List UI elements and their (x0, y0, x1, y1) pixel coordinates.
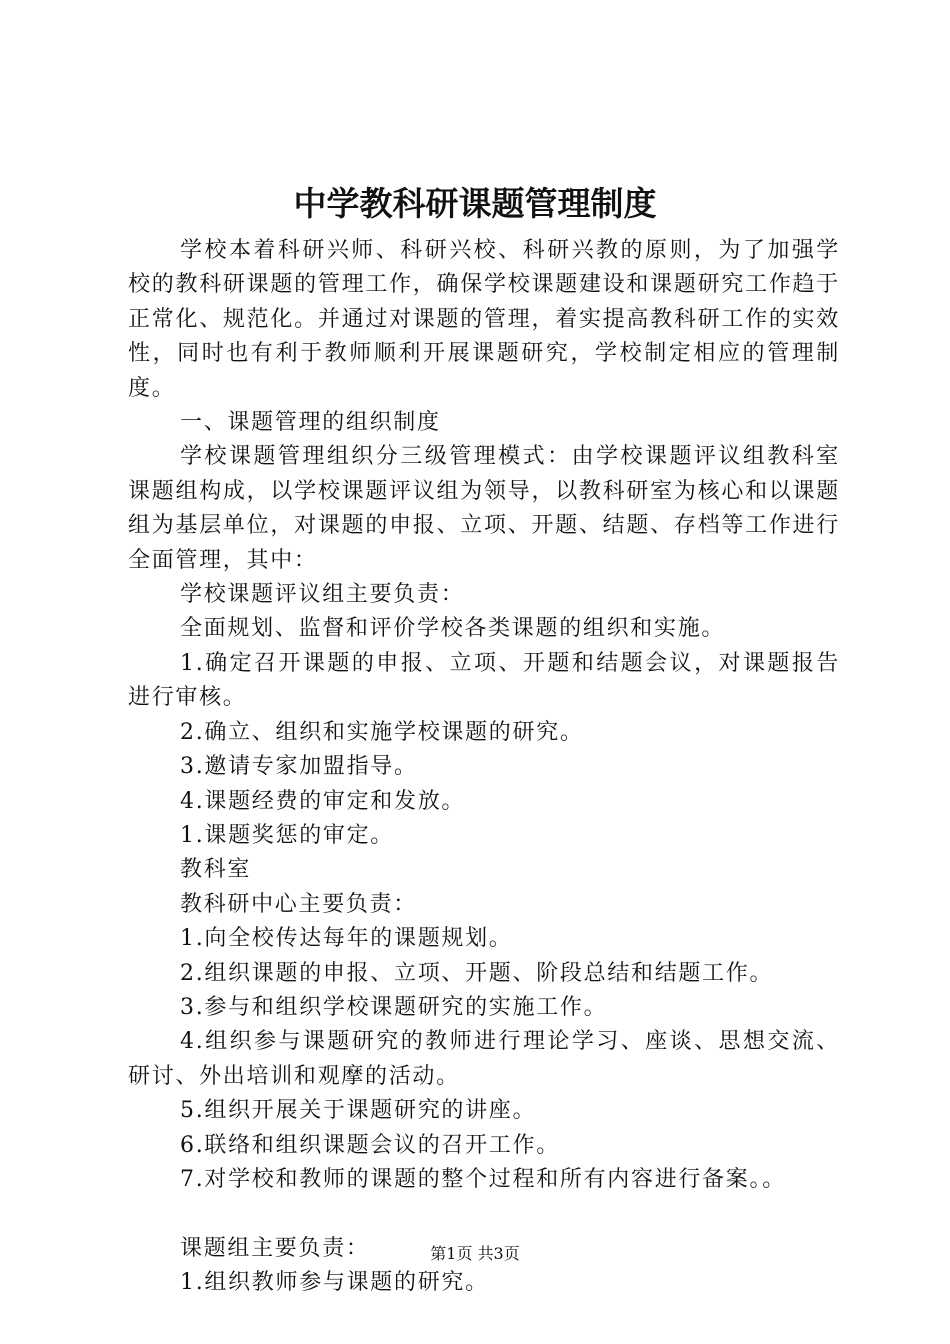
research-center-item: 4.组织参与课题研究的教师进行理论学习、座谈、思想交流、研讨、外出培训和观摩的活动。 (128, 1029, 840, 1089)
intro-paragraph: 学校本着科研兴师、科研兴校、科研兴教的原则，为了加强学校的教科研课题的管理工作，确保学校课题建设和课题研究工作趋于正常化、规范化。并通过对课题的管理，着实提高教科研工作的实效性，同时也有利于教师顺利开展课题研究，学校制定相应的管理制度。 (128, 238, 840, 401)
review-group-summary: 全面规划、监督和评价学校各类课题的组织和实施。 (180, 616, 726, 642)
section-heading-organization: 一、课题管理的组织制度 (180, 410, 441, 436)
research-center-item: 2.组织课题的申报、立项、开题、阶段总结和结题工作。 (180, 960, 774, 986)
review-group-item: 3.邀请专家加盟指导。 (180, 754, 418, 780)
document-title: 中学教科研课题管理制度 (293, 184, 657, 223)
page-number: 第1页 共3页 (430, 1244, 520, 1263)
document-body (128, 234, 840, 1301)
review-group-item: 4.课题经费的审定和发放。 (180, 788, 466, 814)
project-group-item: 1.组织教师参与课题的研究。 (180, 1270, 489, 1296)
organization-paragraph: 学校课题管理组织分三级管理模式：由学校课题评议组教科室课题组构成，以学校课题评议组为领导，以教科研室为核心和以课题组为基层单位，对课题的申报、立项、开题、结题、存档等工作进行全面管理，其中： (128, 444, 840, 573)
research-center-heading: 教科研中心主要负责： (180, 891, 418, 917)
blank-line (128, 1197, 840, 1231)
review-group-item: 2.确立、组织和实施学校课题的研究。 (180, 719, 584, 745)
research-center-item: 5.组织开展关于课题研究的讲座。 (180, 1098, 537, 1124)
research-center-item: 3.参与和组织学校课题研究的实施工作。 (180, 994, 608, 1020)
project-group-heading: 课题组主要负责： (180, 1235, 370, 1261)
review-group-heading: 学校课题评议组主要负责： (180, 582, 465, 608)
research-center-item: 7.对学校和教师的课题的整个过程和所有内容进行备案。。 (180, 1166, 786, 1192)
research-center-item: 1.向全校传达每年的课题规划。 (180, 926, 513, 952)
review-group-item: 1.课题奖惩的审定。 (180, 822, 394, 848)
review-group-item: 1.确定召开课题的申报、立项、开题和结题会议，对课题报告进行审核。 (128, 650, 840, 711)
office-heading: 教科室 (180, 857, 252, 883)
research-center-item: 6.联络和组织课题会议的召开工作。 (180, 1132, 560, 1158)
